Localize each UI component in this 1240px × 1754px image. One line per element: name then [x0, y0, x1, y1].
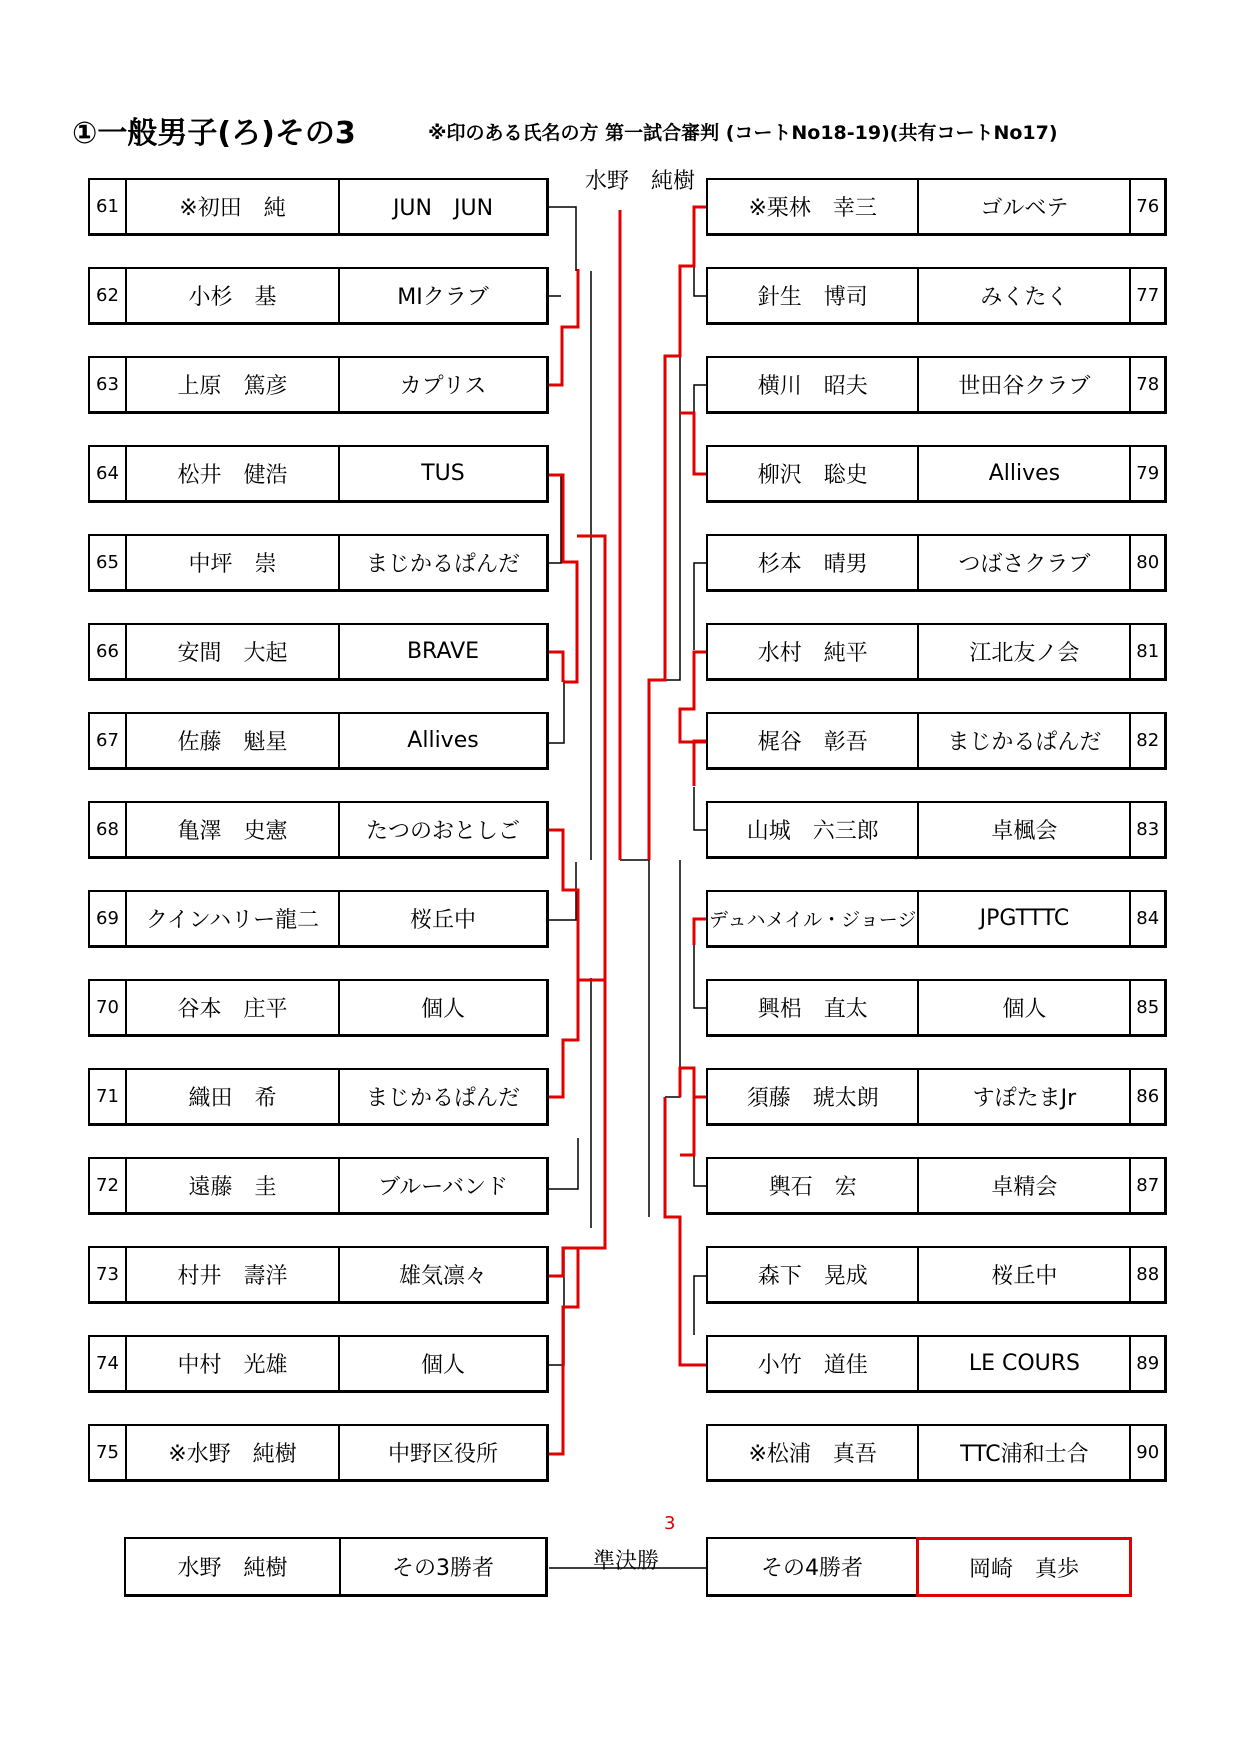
left-entry-row: [88, 356, 549, 414]
seed-number: 70: [96, 997, 119, 1018]
player-name: デュハメイル・ジョージ: [709, 909, 917, 931]
player-name: ※栗林 幸三: [748, 196, 877, 221]
bracket-line: [694, 563, 706, 650]
right-entry-row: [706, 356, 1167, 414]
left-entry-row: [88, 178, 549, 236]
bracket-line: [549, 207, 576, 271]
left-entry-row: [88, 1335, 549, 1393]
player-name: 柳沢 聡史: [757, 463, 868, 488]
semifinal-label: 準決勝: [593, 1549, 660, 1574]
player-name: 松井 健浩: [125, 447, 338, 500]
club-name: 中野区役所: [338, 1426, 546, 1479]
player-name: 森下 晃成: [757, 1264, 868, 1289]
left-entry-row: [88, 1246, 549, 1304]
seed-number: 90: [1129, 1426, 1164, 1479]
club-name: まじかるぱんだ: [917, 714, 1129, 767]
seed-number: 82: [1129, 714, 1164, 767]
player-name: 小竹 道佳: [757, 1353, 868, 1378]
club-name: 桜丘中: [338, 892, 546, 945]
player-name: クインハリー龍二: [125, 892, 338, 945]
winner-line: [694, 919, 706, 945]
winner-line: [680, 1068, 706, 1097]
player-name: 興梠 直太: [757, 997, 868, 1022]
right-entry-row: [706, 623, 1167, 681]
seed-number: 75: [96, 1442, 119, 1463]
club-name: つばさクラブ: [917, 536, 1129, 589]
bracket-line: [694, 1127, 706, 1186]
club-name: Allives: [338, 714, 546, 767]
club-name: 雄気凛々: [338, 1248, 546, 1301]
semifinal-score: 3: [664, 1513, 676, 1534]
club-name: 桜丘中: [917, 1248, 1129, 1301]
right-entry-row: [706, 801, 1167, 859]
bracket-winner: 水野 純樹: [585, 169, 696, 194]
seed-number: 63: [96, 374, 119, 395]
club-name: 個人: [338, 1337, 546, 1390]
club-name: まじかるぱんだ: [338, 1070, 546, 1123]
club-name: LE COURS: [917, 1337, 1129, 1390]
seed-number: 69: [96, 908, 119, 929]
bracket-line: [694, 945, 706, 1008]
player-name: 亀澤 史憲: [125, 803, 338, 856]
winner-line: [549, 1215, 605, 1454]
left-entry-row: [88, 267, 549, 325]
semifinal-right-name-box: [916, 1537, 1132, 1597]
player-name: 針生 博司: [757, 285, 868, 310]
left-entry-row: [88, 712, 549, 770]
seed-number: 61: [96, 196, 119, 217]
bracket-line: [665, 860, 680, 1097]
left-entry-row: [88, 1157, 549, 1215]
player-name: 山城 六三郎: [746, 819, 879, 844]
player-name: 織田 希: [125, 1070, 338, 1123]
club-name: 個人: [917, 981, 1129, 1034]
seed-number: 79: [1129, 447, 1164, 500]
player-name: 横川 昭夫: [757, 374, 868, 399]
seed-number: 80: [1129, 536, 1164, 589]
club-name: 個人: [338, 981, 546, 1034]
player-name: ※水野 純樹: [125, 1426, 338, 1479]
seed-number: 72: [96, 1175, 119, 1196]
club-name: JUN JUN: [338, 180, 546, 233]
seed-number: 77: [1129, 269, 1164, 322]
seed-number: 62: [96, 285, 119, 306]
seed-number: 73: [96, 1264, 119, 1285]
winner-line: [549, 269, 578, 385]
club-name: TTC浦和士合: [917, 1426, 1129, 1479]
player-name: 水村 純平: [757, 641, 868, 666]
winner-line: [549, 830, 605, 980]
right-entry-row: [706, 445, 1167, 503]
club-name: みくたく: [917, 269, 1129, 322]
club-name: BRAVE: [338, 625, 546, 678]
referee-note: ※印のある氏名の方 第一試合審判 (コートNo18-19)(共有コートNo17): [428, 122, 1058, 144]
seed-number: 67: [96, 730, 119, 751]
player-name: 村井 壽洋: [125, 1248, 338, 1301]
club-name: MIクラブ: [338, 269, 546, 322]
left-entry-row: [88, 801, 549, 859]
page-title: ①一般男子(ろ)その3: [72, 116, 356, 151]
club-name: カプリス: [338, 358, 546, 411]
winner-line: [680, 413, 706, 474]
seed-number: 88: [1129, 1248, 1164, 1301]
right-entry-row: [706, 1157, 1167, 1215]
winner-line: [665, 1097, 706, 1365]
club-name: たつのおとしご: [338, 803, 546, 856]
right-entry-row: [706, 1424, 1167, 1482]
club-name: ブルーバンド: [338, 1159, 546, 1212]
seed-number: 87: [1129, 1159, 1164, 1212]
club-name: TUS: [338, 447, 546, 500]
bracket-line: [665, 325, 680, 680]
player-name: 佐藤 魁星: [125, 714, 338, 767]
left-entry-row: [88, 1068, 549, 1126]
club-name: まじかるぱんだ: [338, 536, 546, 589]
right-entry-row: [706, 534, 1167, 592]
right-entry-row: [706, 1335, 1167, 1393]
bracket-line: [694, 207, 706, 296]
semifinal-left-name: 水野 純樹: [177, 1556, 288, 1581]
seed-number: 76: [1129, 180, 1164, 233]
semifinal-right-club-box: [706, 1537, 918, 1597]
winner-line: [549, 652, 563, 682]
club-name: 江北友ノ会: [917, 625, 1129, 678]
seed-number: 71: [96, 1086, 119, 1107]
seed-number: 66: [96, 641, 119, 662]
left-entry-row: [88, 445, 549, 503]
winner-line: [680, 652, 706, 742]
semifinal-left-club: その3勝者: [339, 1539, 545, 1594]
player-name: ※松浦 真吾: [748, 1442, 877, 1467]
seed-number: 84: [1129, 892, 1164, 945]
bracket-line: [549, 1138, 578, 1189]
semifinal-left-entry: [124, 1537, 548, 1597]
winner-line: [549, 1248, 578, 1276]
right-entry-row: [706, 1246, 1167, 1304]
right-entry-row: [706, 1068, 1167, 1126]
club-name: 世田谷クラブ: [917, 358, 1129, 411]
seed-number: 83: [1129, 803, 1164, 856]
right-entry-row: [706, 712, 1167, 770]
bracket-line: [694, 787, 706, 830]
right-entry-row: [706, 979, 1167, 1037]
player-name: 安間 大起: [125, 625, 338, 678]
club-name: JPGTTTC: [917, 892, 1129, 945]
club-name: Allives: [917, 447, 1129, 500]
club-name: 卓精会: [917, 1159, 1129, 1212]
bracket-line: [549, 475, 561, 563]
bracket-line: [694, 1276, 706, 1335]
winner-line: [694, 741, 706, 786]
left-entry-row: [88, 1424, 549, 1482]
player-name: 輿石 宏: [768, 1175, 857, 1200]
semifinal-right-name: 岡崎 真歩: [968, 1556, 1079, 1582]
right-entry-row: [706, 178, 1167, 236]
left-entry-row: [88, 979, 549, 1037]
left-entry-row: [88, 534, 549, 592]
seed-number: 65: [96, 552, 119, 573]
seed-number: 85: [1129, 981, 1164, 1034]
left-entry-row: [88, 890, 549, 948]
club-name: ゴルベテ: [917, 180, 1129, 233]
player-name: 杉本 晴男: [757, 552, 868, 577]
right-entry-row: [706, 890, 1167, 948]
right-entry-row: [706, 267, 1167, 325]
seed-number: 74: [96, 1353, 119, 1374]
winner-line: [649, 207, 706, 860]
semifinal-right-club: その4勝者: [761, 1556, 863, 1581]
player-name: 中坪 崇: [125, 536, 338, 589]
winner-line: [680, 1097, 706, 1155]
player-name: 梶谷 彰吾: [757, 730, 868, 755]
seed-number: 68: [96, 819, 119, 840]
club-name: 卓楓会: [917, 803, 1129, 856]
bracket-line: [694, 385, 706, 413]
player-name: 中村 光雄: [125, 1337, 338, 1390]
player-name: 須藤 琥太朗: [746, 1086, 879, 1111]
bracket-line: [549, 680, 564, 743]
seed-number: 86: [1129, 1070, 1164, 1123]
player-name: 遠藤 圭: [125, 1159, 338, 1212]
player-name: ※初田 純: [125, 180, 338, 233]
left-entry-row: [88, 623, 549, 681]
player-name: 上原 篤彦: [125, 358, 338, 411]
seed-number: 64: [96, 463, 119, 484]
seed-number: 89: [1129, 1337, 1164, 1390]
seed-number: 81: [1129, 625, 1164, 678]
seed-number: 78: [1129, 358, 1164, 411]
player-name: 小杉 基: [125, 269, 338, 322]
player-name: 谷本 庄平: [125, 981, 338, 1034]
winner-line: [549, 980, 578, 1097]
club-name: すぽたまJr: [917, 1070, 1129, 1123]
